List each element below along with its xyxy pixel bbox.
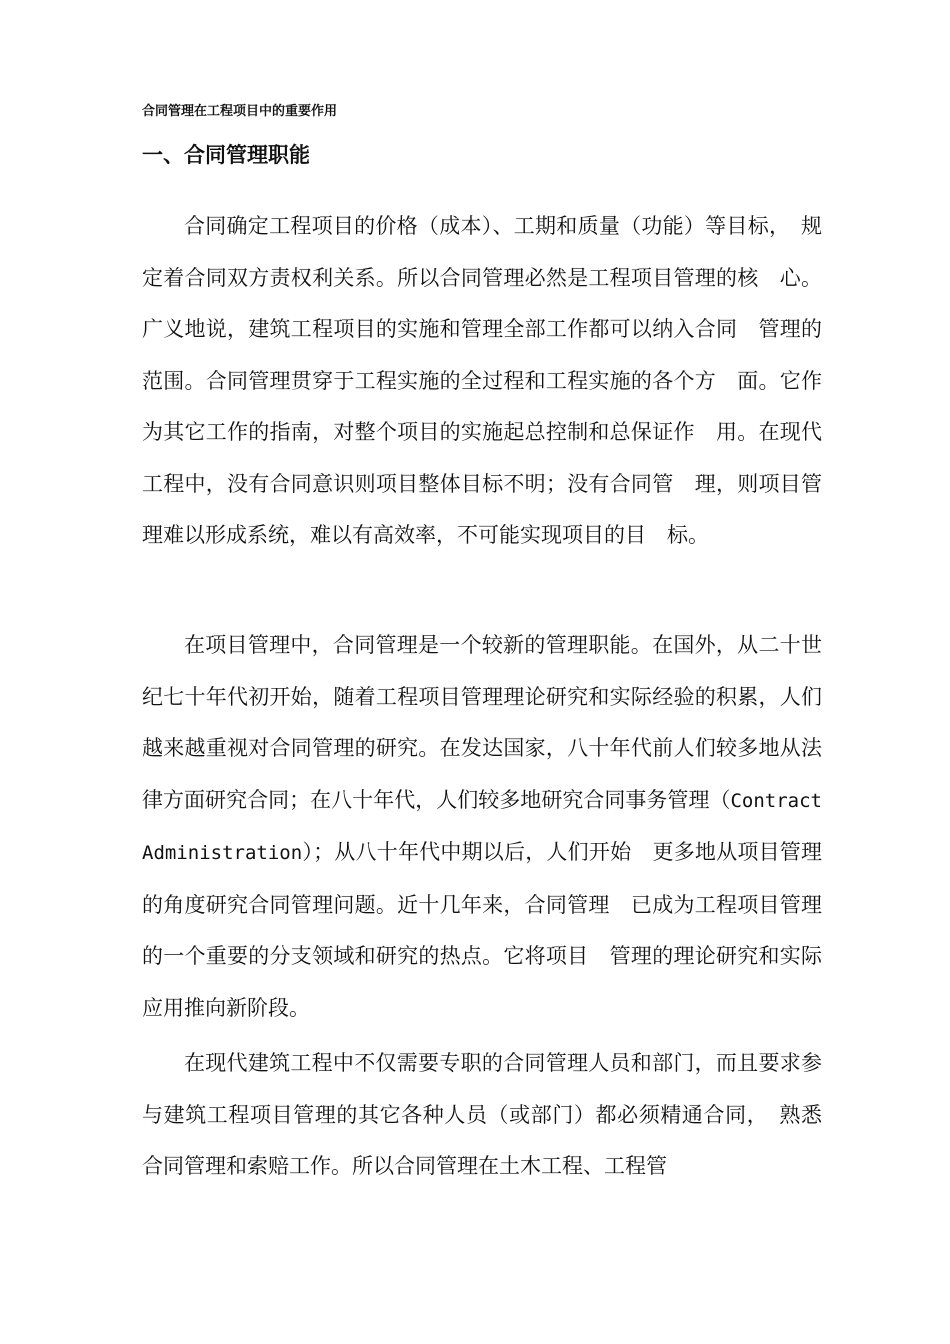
- paragraph-2-text-before: 在项目管理中，合同管理是一个较新的管理职能。在国外，从二十世纪七十年代初开始，随着工程项目管理理论研究和实际经验的积累，人们越来越重视对合同管理的研究。在发达国家，八十年代前人们较多地从法律方面研究合同；在八十年代，人们较多地研究合同事务管理（: [142, 633, 822, 812]
- paragraph-3: 在现代建筑工程中不仅需要专职的合同管理人员和部门，而且要求参与建筑工程项目管理的其它各种人员（或部门）都必须精通合同， 熟悉合同管理和索赔工作。所以合同管理在土木工程、工程管: [142, 1051, 822, 1178]
- paragraph-2-text-after: ）；从八十年代中期以后，人们开始 更多地从项目管理的角度研究合同管理问题。近十几年来，合同管理 已成为工程项目管理的一个重要的分支领域和研究的热点。它将项目 管理的理论研究和实际应用推向新阶段。: [142, 840, 822, 1020]
- section-heading: 一、合同管理职能: [142, 143, 310, 167]
- paragraph-2: [142, 620, 822, 1034]
- english-term: Contract Administration: [142, 789, 822, 864]
- document-title: 合同管理在工程项目中的重要作用: [142, 104, 338, 119]
- paragraph-1: 合同确定工程项目的价格（成本）、工期和质量（功能）等目标， 规定着合同双方责权利关系。所以合同管理必然是工程项目管理的核 心。广义地说，建筑工程项目的实施和管理全部工作都可以纳入合同 管理的范围。合同管理贯穿于工程实施的全过程和工程实施的各个方 面。它作为其它工作的指南，对整个项目的实施起总控制和总保证作 用。在现代工程中，没有合同意识则项目整体目标不明；没有合同管 理，则项目管理难以形成系统，难以有高效率，不可能实现项目的目 标。: [142, 214, 822, 547]
